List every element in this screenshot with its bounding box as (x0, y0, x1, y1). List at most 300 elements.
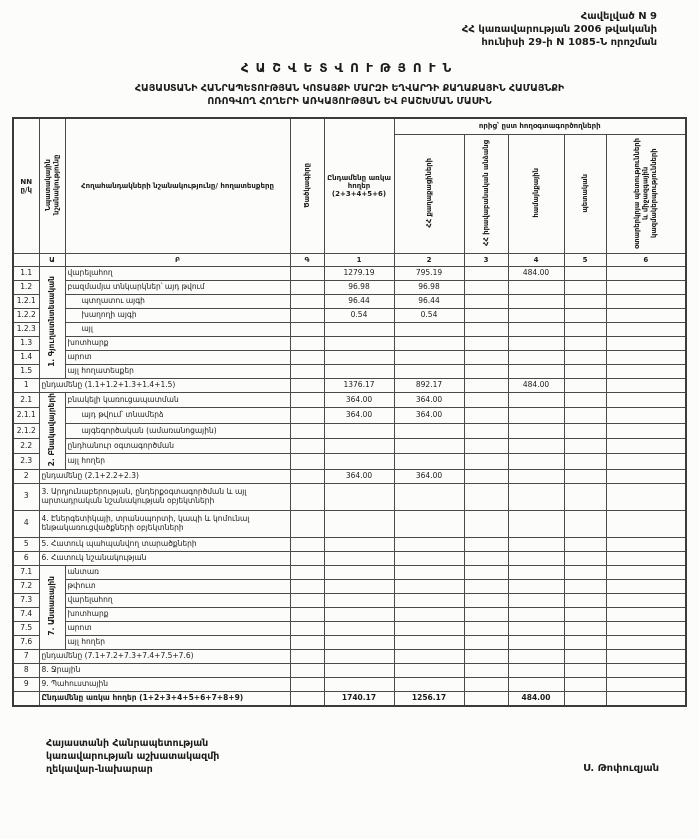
value-cell (606, 423, 686, 438)
footer-line1: Հայաստանի Հանրապետության (46, 737, 209, 749)
row-number: 3 (13, 483, 39, 510)
subtitle-line1: ՀԱՅԱՍՏԱՆԻ ՀԱՆՐԱՊԵՏՈՒԹՅԱՆ ԿՈՏԱՅՔԻ ՄԱՐԶԻ ԵՂՎԱՐԴԻ ՔԱՂԱՔԱՅԻՆ ՀԱՄԱՅՆՔԻ (134, 83, 565, 94)
table-row (13, 393, 686, 408)
signature-name: Ս. Թոփուզյան (583, 762, 659, 774)
table-row (13, 649, 686, 663)
table-row (13, 537, 686, 551)
value-cell (564, 393, 606, 408)
value-cell (324, 579, 394, 593)
value-cell (508, 454, 564, 469)
value-cell (508, 423, 564, 438)
value-cell (564, 267, 606, 281)
code-cell (290, 621, 324, 635)
value-cell: 0.54 (394, 309, 464, 323)
land-type-name: խաղողի այգի (65, 309, 290, 323)
table-row (13, 438, 686, 453)
row-number: 9 (13, 677, 39, 691)
value-cell (606, 267, 686, 281)
header-legal-entities (464, 135, 508, 254)
land-type-name: բնակելի կառուցապատման (65, 393, 290, 408)
category-label-text: 7. Անտառային (46, 576, 56, 636)
value-cell (324, 423, 394, 438)
land-type-name: վարելահող (65, 267, 290, 281)
value-cell (394, 438, 464, 453)
land-type-name: ընդամենը (2.1+2.2+2.3) (39, 469, 290, 483)
row-number: 1 (13, 379, 39, 393)
land-type-name: թփուտ (65, 579, 290, 593)
land-type-name: այդ թվում՝ տնամերձ (65, 408, 290, 423)
value-cell (324, 635, 394, 649)
appendix-line3: հունիսի 29-ի N 1085-Ն որոշման (481, 37, 657, 48)
header-code (290, 118, 324, 254)
land-type-name: այլ հողեր (65, 635, 290, 649)
appendix-block (12, 10, 687, 49)
value-cell (606, 663, 686, 677)
value-cell (564, 323, 606, 337)
value-cell (606, 337, 686, 351)
value-cell (394, 483, 464, 510)
table-row (13, 621, 686, 635)
table-row (13, 635, 686, 649)
appendix-title: Հավելված N 9 (580, 11, 657, 22)
header-total: Ընդամենը առկա հողեր (2+3+4+5+6) (324, 118, 394, 254)
value-cell: 0.54 (324, 309, 394, 323)
value-cell (394, 579, 464, 593)
table-row (13, 423, 686, 438)
value-cell (508, 635, 564, 649)
value-cell (606, 593, 686, 607)
value-cell (606, 510, 686, 537)
land-type-name: 9. Պահուստային (39, 677, 290, 691)
value-cell (508, 337, 564, 351)
footer-line2: կառավարության աշխատակազմի (46, 750, 220, 762)
table-row (13, 691, 686, 706)
value-cell (508, 483, 564, 510)
value-cell: 892.17 (394, 379, 464, 393)
land-type-name: ընդամենը (1.1+1.2+1.3+1.4+1.5) (39, 379, 290, 393)
code-cell (290, 408, 324, 423)
code-cell (290, 565, 324, 579)
table-row (13, 379, 686, 393)
land-type-name: 3. Արդյունաբերության, ընդերքօգտագործման և այլ արտադրական նշանակության օբյեկտների (39, 483, 290, 510)
row-number: 2.1.2 (13, 423, 39, 438)
header-legal-label: ՀՀ իրավաբանական անձանց (481, 139, 490, 246)
appendix-line2: ՀՀ կառավարության 2006 թվականի (461, 24, 657, 35)
value-cell (324, 677, 394, 691)
value-cell (606, 393, 686, 408)
value-cell: 364.00 (394, 469, 464, 483)
index-cell (13, 254, 39, 267)
value-cell (464, 438, 508, 453)
value-cell (508, 663, 564, 677)
value-cell (464, 649, 508, 663)
land-type-name: այլ (65, 323, 290, 337)
land-type-name: պտղատու այգի (65, 295, 290, 309)
land-type-name: այլ հողեր (65, 454, 290, 469)
land-type-name: այլ հողատեսքեր (65, 365, 290, 379)
value-cell (324, 510, 394, 537)
row-number: 8 (13, 663, 39, 677)
code-cell (290, 337, 324, 351)
table-row (13, 365, 686, 379)
value-cell (606, 454, 686, 469)
value-cell (606, 677, 686, 691)
value-cell (564, 677, 606, 691)
table-row (13, 267, 686, 281)
category-label (39, 565, 65, 649)
header-state-label: պետական (580, 173, 589, 213)
code-cell (290, 607, 324, 621)
code-cell (290, 469, 324, 483)
value-cell: 96.98 (324, 281, 394, 295)
value-cell (464, 365, 508, 379)
value-cell (564, 691, 606, 706)
value-cell (394, 537, 464, 551)
column-index-row (13, 254, 686, 267)
code-cell (290, 351, 324, 365)
code-cell (290, 691, 324, 706)
value-cell (464, 469, 508, 483)
value-cell (464, 393, 508, 408)
table-row (13, 408, 686, 423)
index-cell: 3 (464, 254, 508, 267)
header-nn: NN ը/կ (13, 118, 39, 254)
value-cell (464, 593, 508, 607)
value-cell (394, 423, 464, 438)
value-cell (508, 295, 564, 309)
value-cell (508, 621, 564, 635)
value-cell (508, 607, 564, 621)
value-cell (564, 423, 606, 438)
value-cell: 364.00 (324, 393, 394, 408)
code-cell (290, 365, 324, 379)
value-cell (564, 295, 606, 309)
value-cell (508, 510, 564, 537)
value-cell: 1256.17 (394, 691, 464, 706)
value-cell (564, 649, 606, 663)
land-type-name: Ընդամենը առկա հողեր (1+2+3+4+5+6+7+8+9) (39, 691, 290, 706)
value-cell (394, 337, 464, 351)
value-cell (606, 691, 686, 706)
value-cell (564, 365, 606, 379)
value-cell (324, 483, 394, 510)
value-cell (394, 635, 464, 649)
header-row-span (13, 118, 686, 135)
value-cell: 484.00 (508, 691, 564, 706)
value-cell: 1740.17 (324, 691, 394, 706)
value-cell (464, 379, 508, 393)
table-row (13, 351, 686, 365)
header-purpose (39, 118, 65, 254)
page-title: ՀԱՇՎԵՏՎՈՒԹՅՈՒՆ (240, 61, 459, 75)
land-type-name: բազմամյա տնկարկներ՝ այդ թվում (65, 281, 290, 295)
code-cell (290, 281, 324, 295)
value-cell (324, 663, 394, 677)
footer (12, 737, 687, 776)
value-cell (394, 565, 464, 579)
value-cell (324, 454, 394, 469)
code-cell (290, 510, 324, 537)
value-cell (464, 281, 508, 295)
code-cell (290, 551, 324, 565)
index-cell: 6 (606, 254, 686, 267)
land-type-name: անտառ (65, 565, 290, 579)
row-number: 2 (13, 469, 39, 483)
value-cell (508, 649, 564, 663)
value-cell (508, 593, 564, 607)
value-cell (564, 309, 606, 323)
value-cell: 484.00 (508, 379, 564, 393)
row-number: 1.3 (13, 337, 39, 351)
row-number: 1.2.3 (13, 323, 39, 337)
value-cell (606, 607, 686, 621)
value-cell (324, 323, 394, 337)
value-cell (464, 351, 508, 365)
value-cell (508, 579, 564, 593)
value-cell (464, 267, 508, 281)
category-label (39, 393, 65, 470)
value-cell (564, 621, 606, 635)
value-cell (606, 365, 686, 379)
row-number: 1.4 (13, 351, 39, 365)
header-citizens (394, 135, 464, 254)
value-cell (464, 621, 508, 635)
header-users-span: որից՝ ըստ հողօգտագործողների (394, 118, 686, 135)
index-cell: Գ (290, 254, 324, 267)
header-citizens-label: ՀՀ քաղաքացիների (424, 158, 433, 228)
value-cell (324, 551, 394, 565)
table-row (13, 323, 686, 337)
row-number: 4 (13, 510, 39, 537)
row-number: 7.3 (13, 593, 39, 607)
value-cell (564, 635, 606, 649)
land-type-name: արոտ (65, 351, 290, 365)
value-cell: 364.00 (324, 408, 394, 423)
land-type-name: 6. Հատուկ նշանակության (39, 551, 290, 565)
row-number: 6 (13, 551, 39, 565)
value-cell (564, 510, 606, 537)
header-state (564, 135, 606, 254)
value-cell: 484.00 (508, 267, 564, 281)
table-row (13, 565, 686, 579)
value-cell (464, 551, 508, 565)
code-cell (290, 635, 324, 649)
index-cell: Ա (39, 254, 65, 267)
land-type-name: 5. Հատուկ պահպանվող տարածքների (39, 537, 290, 551)
index-cell: 1 (324, 254, 394, 267)
report-table (12, 117, 687, 707)
value-cell (564, 565, 606, 579)
value-cell (464, 565, 508, 579)
row-number: 5 (13, 537, 39, 551)
footer-line3: ղեկավար-նախարար (46, 763, 153, 775)
value-cell (464, 454, 508, 469)
value-cell (394, 510, 464, 537)
footer-office-block (46, 737, 219, 776)
value-cell (564, 379, 606, 393)
page-subtitle (12, 82, 687, 108)
code-cell (290, 579, 324, 593)
row-number: 2.1.1 (13, 408, 39, 423)
value-cell (464, 691, 508, 706)
value-cell (508, 281, 564, 295)
value-cell (464, 295, 508, 309)
value-cell (564, 607, 606, 621)
index-cell: Բ (65, 254, 290, 267)
value-cell (564, 593, 606, 607)
header-foreign-label: օտարերկրյա պետությունների և միջազգային կազմակերպությունների (633, 137, 658, 249)
value-cell (606, 379, 686, 393)
header-land-name: Հողահանդակների նշանակությունը/ հողատեսքերը (65, 118, 290, 254)
value-cell (564, 408, 606, 423)
table-row (13, 469, 686, 483)
code-cell (290, 379, 324, 393)
value-cell (324, 565, 394, 579)
table-row (13, 551, 686, 565)
value-cell (564, 663, 606, 677)
table-row (13, 607, 686, 621)
value-cell (464, 483, 508, 510)
header-foreign (606, 135, 686, 254)
row-number: 1.1 (13, 267, 39, 281)
table-row (13, 337, 686, 351)
value-cell: 1376.17 (324, 379, 394, 393)
value-cell (606, 309, 686, 323)
value-cell (606, 295, 686, 309)
value-cell (324, 649, 394, 663)
value-cell (606, 649, 686, 663)
value-cell (508, 351, 564, 365)
row-number: 1.2.1 (13, 295, 39, 309)
value-cell (394, 323, 464, 337)
table-row (13, 281, 686, 295)
code-cell (290, 593, 324, 607)
value-cell (606, 408, 686, 423)
value-cell (324, 593, 394, 607)
value-cell (508, 323, 564, 337)
table-row (13, 593, 686, 607)
value-cell (606, 537, 686, 551)
index-cell: 2 (394, 254, 464, 267)
category-label (39, 267, 65, 379)
value-cell (606, 551, 686, 565)
value-cell (508, 537, 564, 551)
row-number: 7 (13, 649, 39, 663)
land-type-name: արոտ (65, 621, 290, 635)
row-number: 7.2 (13, 579, 39, 593)
land-type-name: ընդամենը (7.1+7.2+7.3+7.4+7.5+7.6) (39, 649, 290, 663)
value-cell (606, 565, 686, 579)
value-cell (508, 677, 564, 691)
table-row (13, 483, 686, 510)
row-number: 2.3 (13, 454, 39, 469)
value-cell (508, 565, 564, 579)
value-cell: 364.00 (394, 393, 464, 408)
value-cell: 1279.19 (324, 267, 394, 281)
code-cell (290, 323, 324, 337)
category-label-text: 2. Բնակավայրերի (46, 393, 56, 467)
header-purpose-label: Նպատակային նշանակությունը (43, 154, 60, 216)
subtitle-line2: ՈՌՈԳՎՈՂ ՀՈՂԵՐԻ ԱՌԿԱՅՈՒԹՅԱՆ ԵՎ ԲԱՇԽՄԱՆ ՄԱՍԻՆ (207, 96, 492, 107)
code-cell (290, 309, 324, 323)
header-community-label: համայնքային (531, 168, 540, 218)
land-type-name: խոտհարք (65, 337, 290, 351)
land-type-name: 8. Ջրային (39, 663, 290, 677)
value-cell (606, 579, 686, 593)
code-cell (290, 295, 324, 309)
value-cell (324, 365, 394, 379)
value-cell (464, 309, 508, 323)
row-number: 2.1 (13, 393, 39, 408)
value-cell: 96.44 (394, 295, 464, 309)
table-row (13, 454, 686, 469)
value-cell (564, 281, 606, 295)
report-table-body (13, 267, 686, 706)
land-type-name: 4. Էներգետիկայի, տրանսպորտի, կապի և կոմունալ ենթակառուցվածքների օբյեկտների (39, 510, 290, 537)
value-cell (508, 393, 564, 408)
value-cell (394, 351, 464, 365)
row-number: 1.2 (13, 281, 39, 295)
value-cell (606, 351, 686, 365)
value-cell (508, 309, 564, 323)
value-cell (394, 454, 464, 469)
value-cell (606, 323, 686, 337)
table-row (13, 309, 686, 323)
value-cell (464, 423, 508, 438)
value-cell (394, 593, 464, 607)
value-cell (324, 438, 394, 453)
table-row (13, 510, 686, 537)
value-cell (324, 337, 394, 351)
value-cell (564, 483, 606, 510)
header-community (508, 135, 564, 254)
code-cell (290, 483, 324, 510)
value-cell (324, 537, 394, 551)
value-cell (606, 635, 686, 649)
value-cell (464, 579, 508, 593)
value-cell (324, 351, 394, 365)
value-cell (464, 408, 508, 423)
code-cell (290, 677, 324, 691)
row-number: 7.5 (13, 621, 39, 635)
code-cell (290, 454, 324, 469)
value-cell (324, 621, 394, 635)
value-cell (394, 663, 464, 677)
value-cell (564, 454, 606, 469)
table-row (13, 295, 686, 309)
code-cell (290, 267, 324, 281)
land-type-name: խոտհարք (65, 607, 290, 621)
table-row (13, 663, 686, 677)
row-number (13, 691, 39, 706)
table-row (13, 677, 686, 691)
value-cell: 96.44 (324, 295, 394, 309)
value-cell (606, 438, 686, 453)
code-cell (290, 423, 324, 438)
value-cell (606, 621, 686, 635)
value-cell (464, 635, 508, 649)
land-type-name: վարելահող (65, 593, 290, 607)
land-type-name: ընդհանուր օգտագործման (65, 438, 290, 453)
row-number: 7.4 (13, 607, 39, 621)
value-cell: 364.00 (394, 408, 464, 423)
code-cell (290, 663, 324, 677)
value-cell: 96.98 (394, 281, 464, 295)
value-cell (464, 323, 508, 337)
code-cell (290, 537, 324, 551)
value-cell (508, 365, 564, 379)
code-cell (290, 649, 324, 663)
